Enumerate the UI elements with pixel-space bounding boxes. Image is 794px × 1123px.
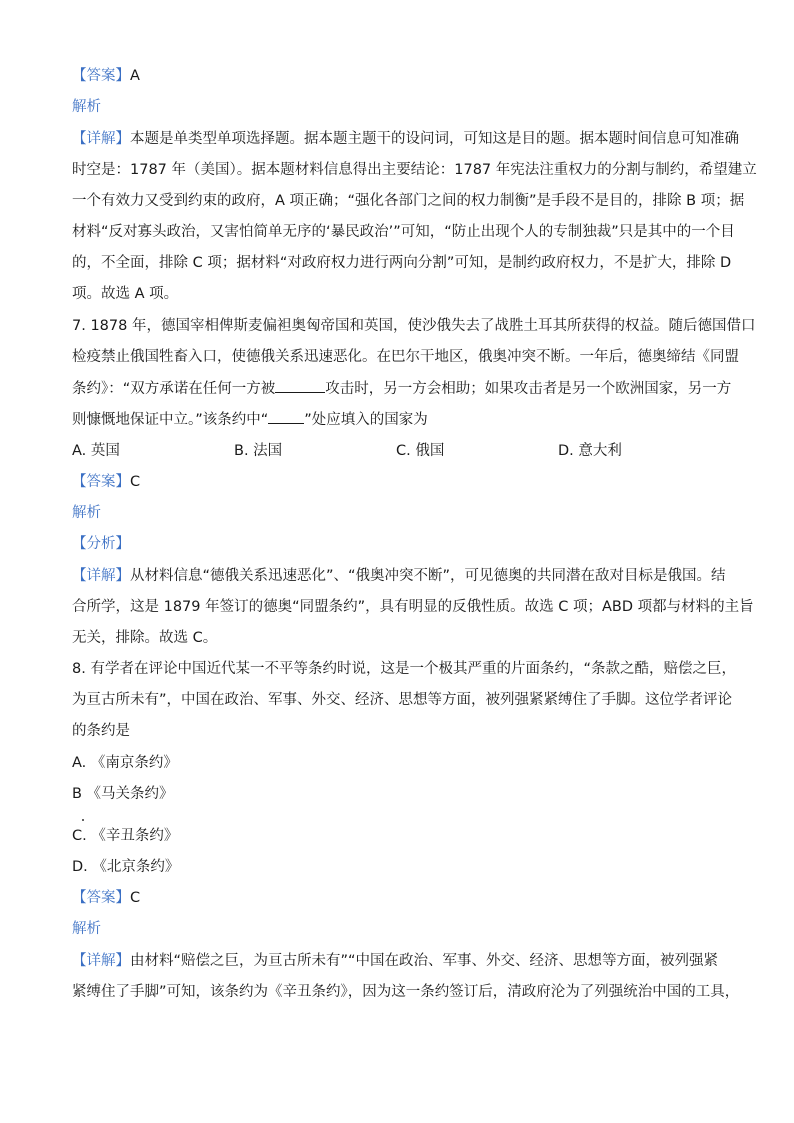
detail-line-q8: 紧缚住了手脚”可知，该条约为《辛丑条约》，因为这一条约签订后，清政府沦为了列强统治中国的工具， (72, 984, 740, 1000)
option-a: A. 英国 (72, 443, 120, 459)
detail-line-q7: 无关，排除。故选 C。 (72, 630, 218, 646)
question-8-line: 的条约是 (72, 723, 130, 739)
detail-line-q7: 合所学，这是 1879 年签订的德奥“同盟条约”，具有明显的反俄性质。故选 C 项；ABD 项都与材料的主旨 (72, 599, 754, 615)
question-text: 则慷慨地保证中立。”该条约中“ (72, 412, 269, 428)
answer-line-q8 (72, 888, 732, 908)
fenxi-tag: 【分析】 (72, 536, 130, 552)
answer-value: C (130, 890, 141, 906)
question-8-line: 8. 有学者在评论中国近代某一不平等条约时说，这是一个极其严重的片面条约，“条款之酷，赔偿之巨， (72, 661, 736, 677)
answer-tag: 【答案】 (72, 68, 130, 84)
question-7-line: 检疫禁止俄国牲畜入口，使德俄关系迅速恶化。在巴尔干地区，俄奥冲突不断。一年后，德奥缔结《同盟 (72, 349, 739, 365)
question-text: ”处应填入的国家为 (304, 412, 428, 428)
analysis-tag: 解析 (72, 921, 101, 937)
answer-tag: 【答案】 (72, 890, 130, 906)
option-c: C. 俄国 (396, 443, 445, 459)
answer-value: C (130, 474, 141, 490)
detail-line-q6: 一个有效力又受到约束的政府，A 项正确；“强化各部门之间的权力制衡”是手段不是目的，排除 B 项；据 (72, 193, 745, 209)
analysis-heading-q6 (72, 97, 732, 117)
stray-dot (82, 819, 84, 821)
question-7-line (72, 378, 732, 399)
detail-tag: 【详解】 (72, 131, 130, 147)
blank-underline (275, 378, 325, 393)
detail-text: 本题是单类型单项选择题。据本题主题干的设问词，可知这是目的题。据本题时间信息可知准确 (130, 131, 739, 147)
question-text: 攻击时，另一方会相助；如果攻击者是另一个欧洲国家，另一方 (325, 381, 732, 397)
option-b: B 《马关条约》 (72, 786, 174, 802)
option-d: D. 意大利 (558, 443, 622, 459)
answer-value: A (130, 68, 140, 84)
answer-line-q7 (72, 472, 732, 492)
blank-underline (268, 409, 304, 424)
analysis-tag: 解析 (72, 505, 101, 521)
detail-line-q8 (72, 951, 732, 971)
question-text: 条约》：“双方承诺在任何一方被 (72, 381, 276, 397)
detail-text: 由材料“赔偿之巨，为亘古所未有”“中国在政治、军事、外交、经济、思想等方面，被列强紧 (130, 953, 719, 969)
option-d: D. 《北京条约》 (72, 859, 180, 875)
fenxi-heading-q7 (72, 534, 732, 554)
answer-tag: 【答案】 (72, 474, 130, 490)
option-a: A. 《南京条约》 (72, 755, 178, 771)
detail-line-q6: 材料“反对寡头政治，又害怕简单无序的‘暴民政治’”可知，“防止出现个人的专制独裁”只是其中的一个目 (72, 224, 735, 240)
option-c: C. 《辛丑条约》 (72, 828, 179, 844)
option-b: B. 法国 (234, 443, 283, 459)
detail-line-q7 (72, 566, 732, 586)
detail-line-q6: 的，不全面，排除 C 项；据材料“对政府权力进行两向分割”可知，是制约政府权力，不是扩大，排除 D (72, 255, 732, 271)
answer-line-q6 (72, 66, 732, 86)
detail-text: 从材料信息“德俄关系迅速恶化”、“俄奥冲突不断”，可见德奥的共同潜在敌对目标是俄国。结 (130, 568, 726, 584)
question-8-line: 为亘古所未有”，中国在政治、军事、外交、经济、思想等方面，被列强紧紧缚住了手脚。这位学者评论 (72, 692, 733, 708)
analysis-heading-q8 (72, 919, 732, 939)
question-7-line: 7. 1878 年，德国宰相俾斯麦偏袒奥匈帝国和英国，使沙俄失去了战胜土耳其所获得的权益。随后德国借口 (72, 318, 756, 334)
detail-tag: 【详解】 (72, 568, 130, 584)
detail-line-q6: 时空是：1787 年（美国）。据本题材料信息得出主要结论：1787 年宪法注重权力的分割与制约，希望建立 (72, 162, 757, 178)
analysis-heading-q7 (72, 503, 732, 523)
question-7-line (72, 409, 732, 430)
analysis-tag: 解析 (72, 99, 101, 115)
detail-line-q6: 项。故选 A 项。 (72, 286, 179, 302)
detail-line-q6 (72, 129, 739, 149)
detail-tag: 【详解】 (72, 953, 130, 969)
